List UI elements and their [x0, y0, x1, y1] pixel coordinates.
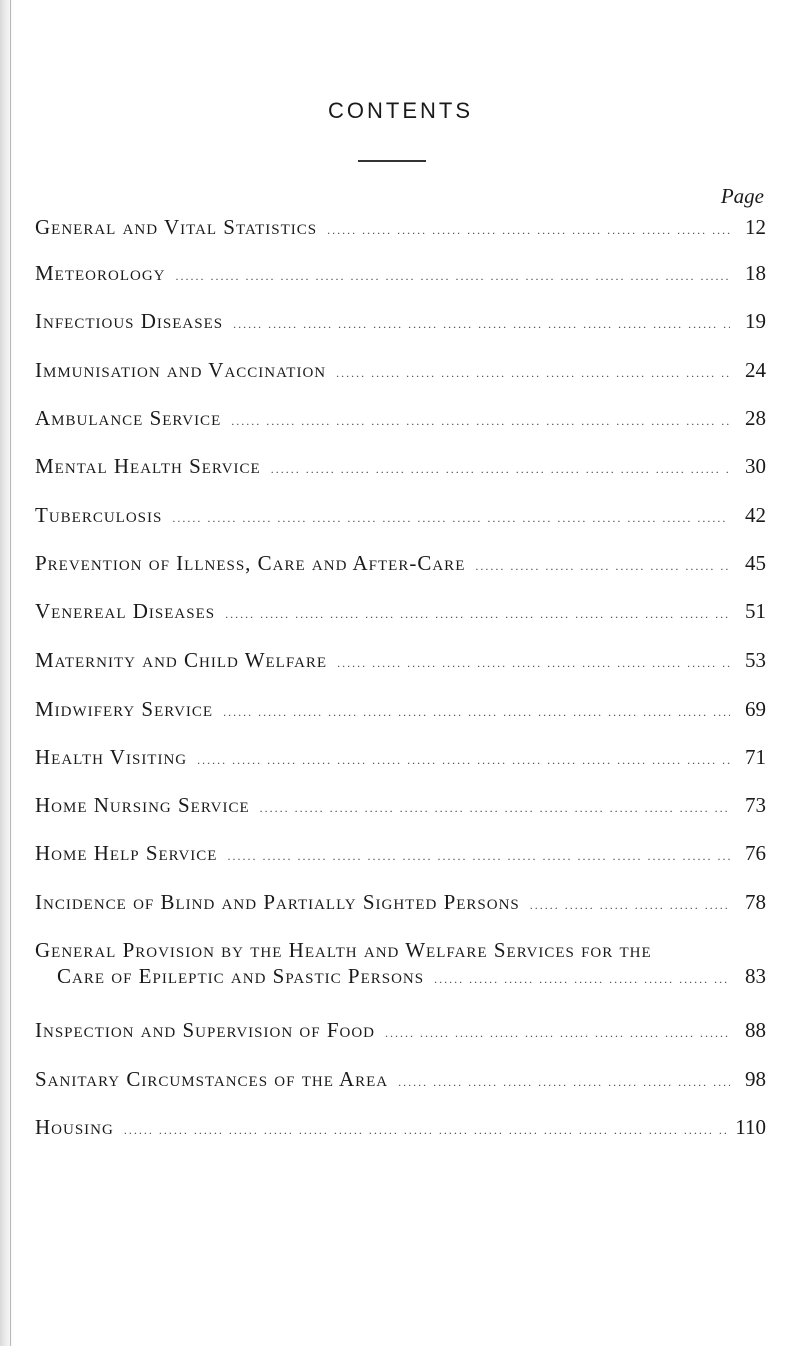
toc-entry-label: Infectious Diseases: [35, 309, 224, 333]
toc-entry-page: 110: [735, 1115, 766, 1139]
toc-entry-page: 45: [745, 551, 766, 575]
toc-entry-label: Housing: [35, 1115, 114, 1139]
toc-leader-dots: [223, 699, 730, 725]
toc-leader-dots: [172, 505, 730, 531]
toc-entry-page: 88: [745, 1018, 766, 1042]
toc-entry: [35, 792, 766, 821]
toc-entry-label-line2: Care of Epileptic and Spastic Persons: [57, 964, 425, 988]
toc-entry-page: 53: [745, 648, 766, 672]
toc-entry: [35, 840, 766, 869]
toc-entry: [35, 647, 766, 676]
toc-entry-label: Maternity and Child Welfare: [35, 648, 328, 672]
toc-leader-dots: [124, 1117, 729, 1143]
toc-entry-page: 78: [745, 890, 766, 914]
toc-entry: [35, 744, 766, 773]
toc-leader-dots: [271, 456, 730, 482]
toc-entry-page: 30: [745, 454, 766, 478]
toc-entry-label: Home Help Service: [35, 841, 218, 865]
toc-leader-dots: [475, 553, 730, 579]
toc-entry: [35, 1114, 766, 1143]
toc-entry-label: Tuberculosis: [35, 503, 163, 527]
title-rule: [358, 160, 426, 162]
toc-leader-dots: [225, 601, 730, 627]
page-title: CONTENTS: [328, 98, 473, 123]
toc-entry-page: 19: [745, 309, 766, 333]
toc-entry: [35, 405, 766, 434]
page-column-label: Page: [720, 184, 764, 208]
toc-entry-page: 51: [745, 599, 766, 623]
toc-entry-label: Ambulance Service: [35, 406, 222, 430]
toc-entry-page: 98: [745, 1067, 766, 1091]
toc-entry: [35, 696, 766, 725]
toc-leader-dots: [176, 263, 731, 289]
toc-entry-page: 83: [745, 964, 766, 988]
toc-entry-label: Immunisation and Vaccination: [35, 358, 327, 382]
toc-entry-label: Health Visiting: [35, 745, 188, 769]
toc-leader-dots: [233, 311, 730, 337]
toc-entry-second-line: [57, 963, 766, 992]
toc-entry-label: Home Nursing Service: [35, 793, 250, 817]
binding-edge-line: [10, 0, 11, 1346]
toc-leader-dots: [434, 966, 730, 992]
toc-leader-dots: [336, 360, 730, 386]
scan-left-margin: [0, 0, 14, 1346]
toc-entry-label: General and Vital Statistics: [35, 215, 318, 239]
toc-entry: [35, 453, 766, 482]
toc-entry-label: Venereal Diseases: [35, 599, 216, 623]
toc-entry-page: 28: [745, 406, 766, 430]
toc-entry-page: 76: [745, 841, 766, 865]
toc-entry: [35, 357, 766, 386]
toc-entry-page: 12: [745, 215, 766, 239]
toc-entry: [35, 598, 766, 627]
toc-entry-page: 18: [745, 261, 766, 285]
toc-entry-page: 24: [745, 358, 766, 382]
toc-entry-label: Meteorology: [35, 261, 166, 285]
toc-entry: [35, 308, 766, 337]
toc-entry: [35, 550, 766, 579]
toc-entry-label: Sanitary Circumstances of the Area: [35, 1067, 389, 1091]
toc-entry-label-line1: General Provision by the Health and Welfare Services for the: [35, 938, 652, 962]
toc-leader-dots: [385, 1020, 730, 1046]
toc-entry: [35, 502, 766, 531]
toc-entry: [35, 260, 766, 289]
toc-leader-dots: [231, 408, 730, 434]
toc-entry-page: 73: [745, 793, 766, 817]
toc-entry-page: 42: [745, 503, 766, 527]
toc-entry-page: 71: [745, 745, 766, 769]
toc-entry: [35, 937, 766, 992]
toc-leader-dots: [327, 217, 730, 243]
toc-leader-dots: [197, 747, 730, 773]
toc-leader-dots: [337, 650, 730, 676]
toc-entry-label: Prevention of Illness, Care and After-Care: [35, 551, 466, 575]
toc-leader-dots: [227, 843, 730, 869]
toc-entry-label: Mental Health Service: [35, 454, 261, 478]
toc-entry: [35, 214, 766, 243]
toc-entry-page: 69: [745, 697, 766, 721]
toc-entry: [35, 1066, 766, 1095]
toc-leader-dots: [260, 795, 730, 821]
toc-leader-dots: [530, 892, 730, 918]
toc-entry-label: Midwifery Service: [35, 697, 214, 721]
toc-entry-label: Incidence of Blind and Partially Sighted Persons: [35, 890, 520, 914]
toc-entry-label: Inspection and Supervision of Food: [35, 1018, 375, 1042]
toc-entry: [35, 889, 766, 918]
toc-entry: [35, 1017, 766, 1046]
toc-leader-dots: [398, 1069, 730, 1095]
